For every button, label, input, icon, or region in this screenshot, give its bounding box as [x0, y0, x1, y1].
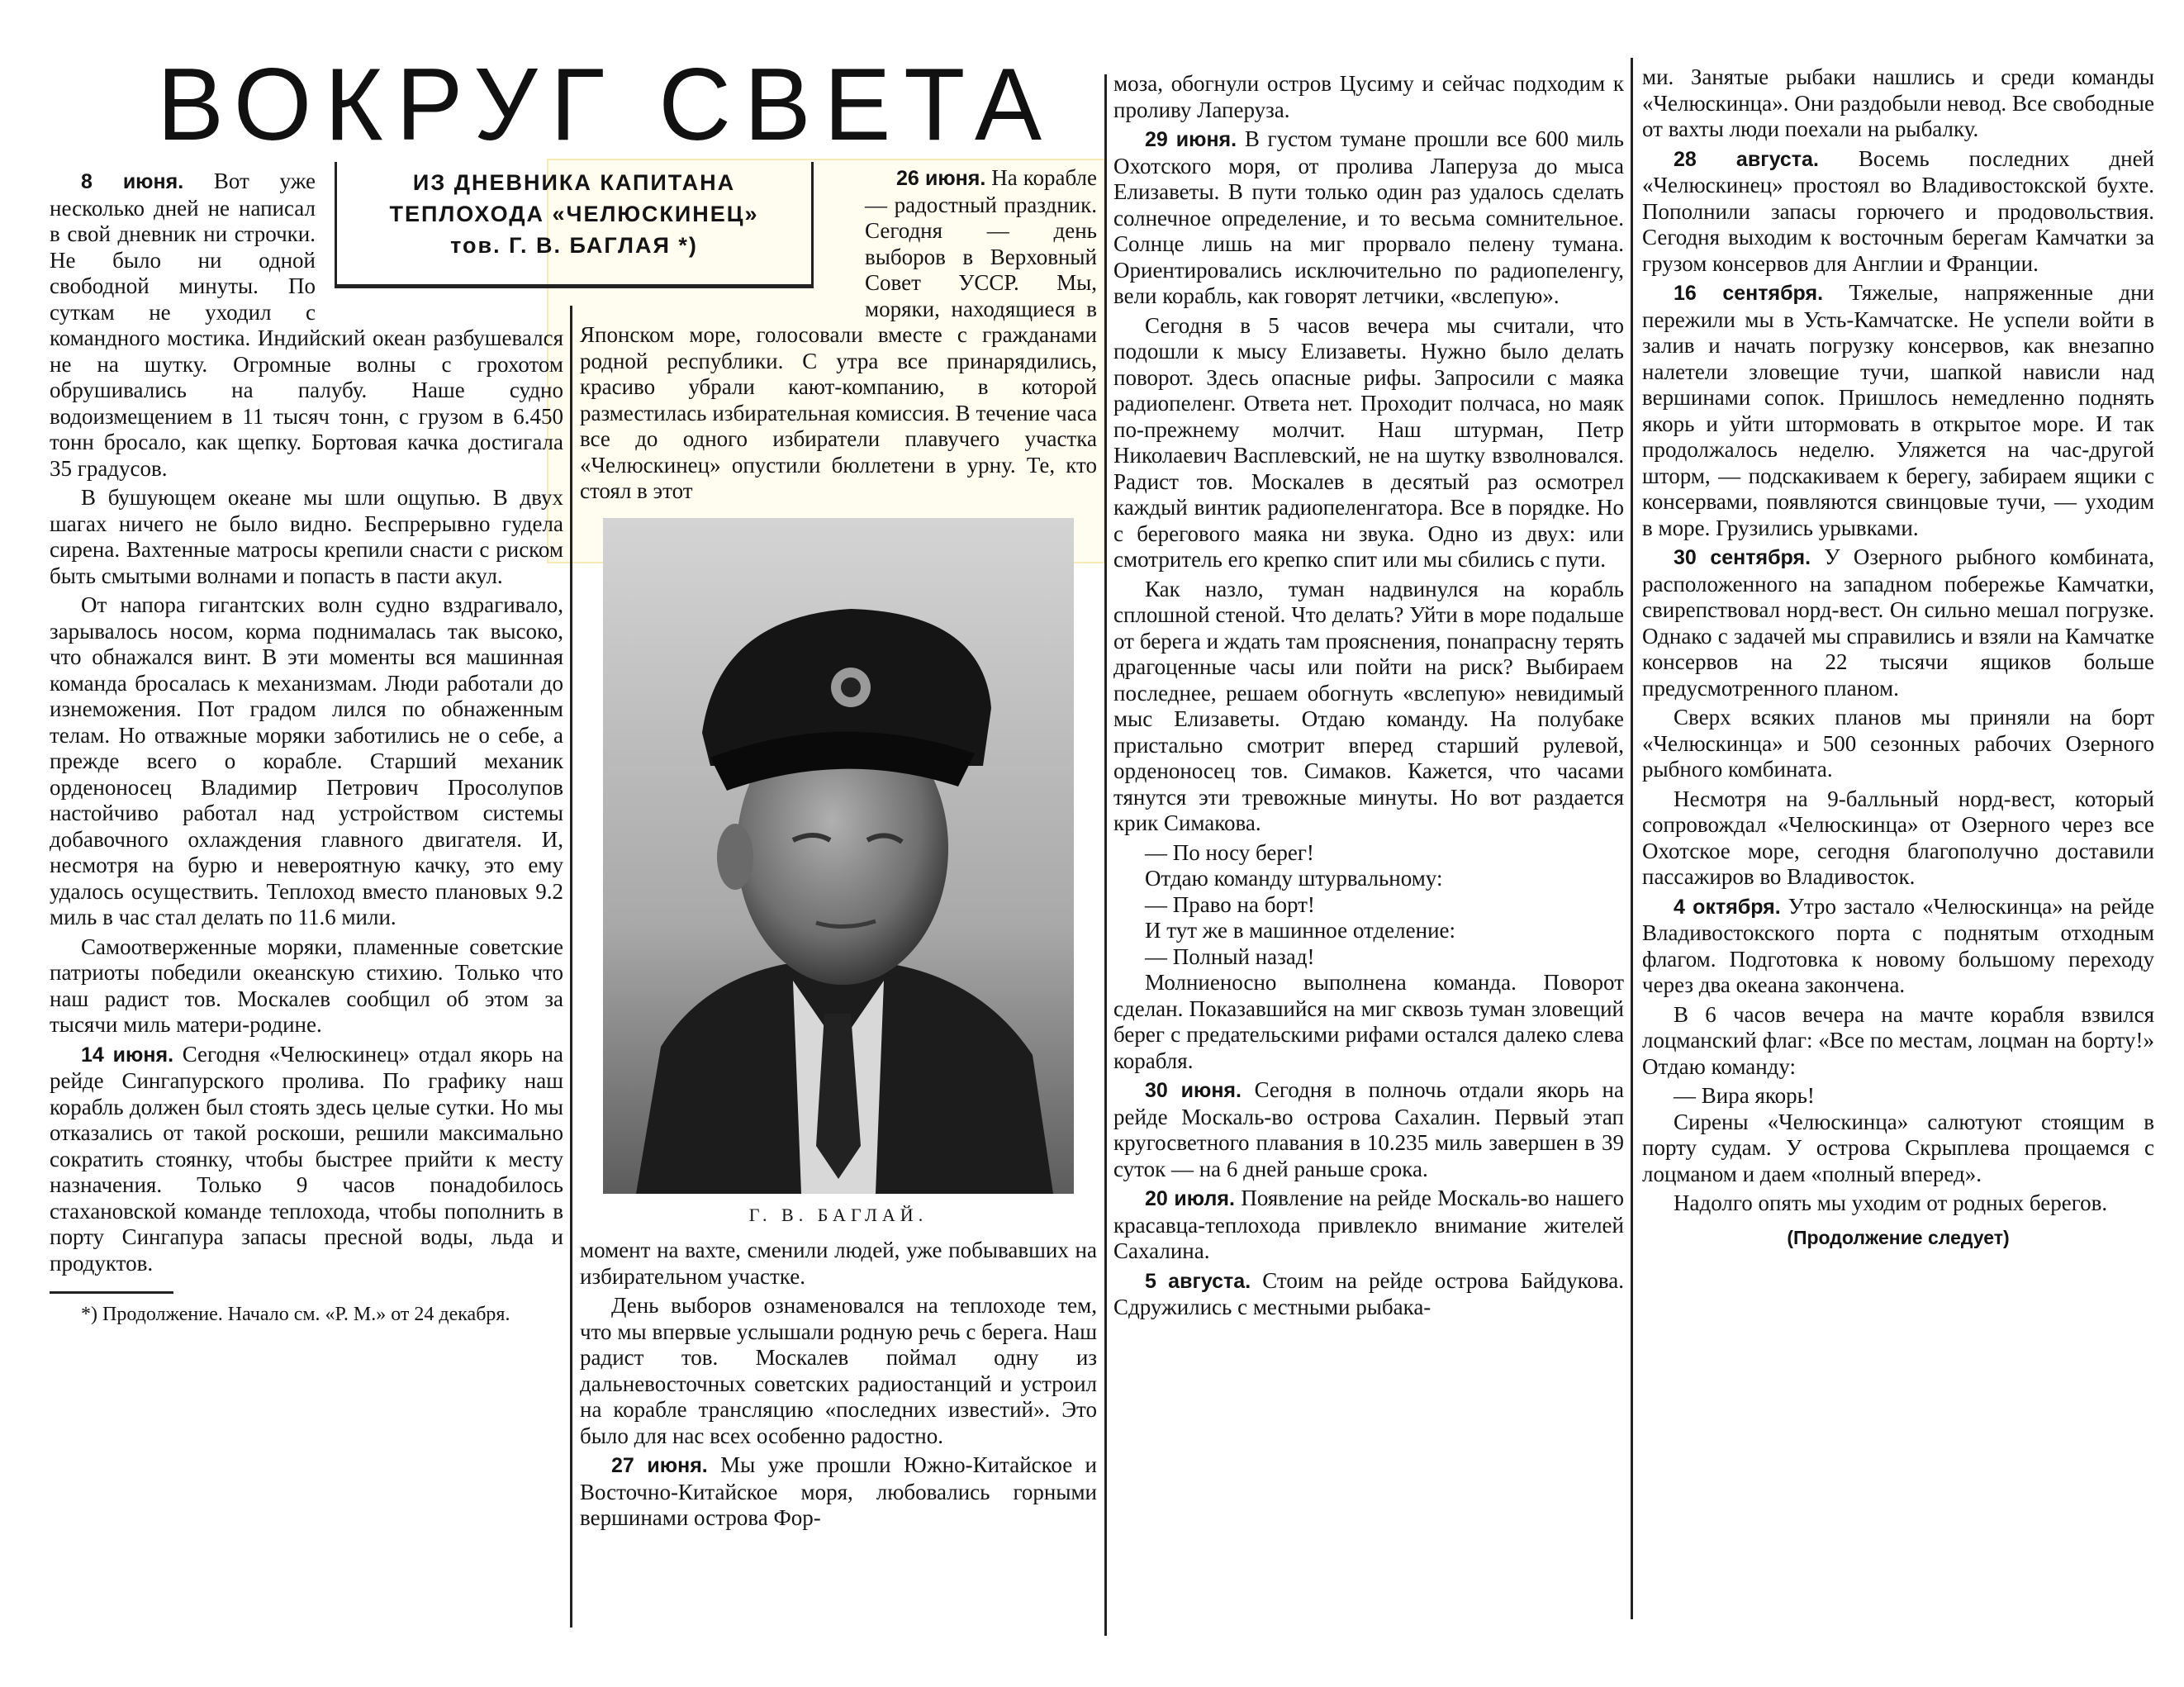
diary-paragraph: [1642, 1002, 2154, 1081]
diary-paragraph: [1642, 894, 2154, 999]
footnote-rule: [50, 1291, 173, 1294]
entry-date: 20 июля.: [1145, 1187, 1235, 1210]
entry-date: 5 августа.: [1145, 1269, 1251, 1293]
page-title: ВОКРУГ СВЕТА: [157, 48, 1055, 162]
column-2-body: [580, 1238, 1097, 1532]
column-4-body: [1642, 64, 2154, 1217]
column-divider: [1631, 58, 1633, 1619]
entry-date: 28 августа.: [1674, 147, 1819, 171]
entry-text: В бушующем океане мы шли ощупью. В двух шагах ничего не было видно. Беспрерывно гудела сирена. Вахтенные матросы крепили снасти с риском быть смытыми волнами и попасть в пасти акул.: [50, 485, 563, 588]
diary-paragraph: [1642, 705, 2154, 783]
entry-text: Молниеносно выполнена команда. Поворот сделан. Показавшийся на миг сквозь туман зловещий берег с предательскими рифами остался далеко слева корабля.: [1113, 970, 1624, 1073]
diary-paragraph: [1642, 64, 2154, 143]
diary-paragraph: [580, 1452, 1097, 1532]
diary-paragraph: [1642, 146, 2154, 278]
header-line-2: ТЕПЛОХОДА «ЧЕЛЮСКИНЕЦ»: [389, 202, 759, 226]
column-2: [580, 165, 1097, 1535]
entry-text: Самоотверженные моряки, пламенные советские патриоты победили океанскую стихию. Только что наш радист тов. Москалев сообщил об этом за тысячи миль матери-родине.: [50, 934, 563, 1037]
diary-paragraph: [50, 485, 563, 589]
diary-paragraph: [1642, 1190, 2154, 1217]
diary-paragraph: [1113, 1077, 1624, 1182]
entry-date: 26 июня.: [896, 167, 986, 190]
diary-paragraph: [1642, 280, 2154, 541]
captain-portrait-photo: [603, 518, 1074, 1194]
diary-paragraph: [1113, 892, 1624, 919]
entry-text: Тяжелые, напряженные дни пережили мы в Усть-Камчатске. Не успели войти в залив и начать погрузку консервов, как внезапно налетели зловещие тучи, шапкой нависли над вершинами сопок. Пришлось немедленно поднять якорь и уйти штормовать в открытое море. И так продолжалось неделю. Уляжется на час-другой шторм, — подскакиваем к берегу, забираем ящики с консервами, появляются свинцовые тучи, — уходим в море. Грузились урывками.: [1642, 280, 2154, 540]
entry-text: И тут же в машинное отделение:: [1145, 918, 1456, 943]
diary-paragraph: [1113, 577, 1624, 837]
header-line-1: ИЗ ДНЕВНИКА КАПИТАНА: [412, 170, 736, 195]
entry-date: 27 июня.: [611, 1454, 708, 1477]
entry-text: Сегодня в полночь отдали якорь на рейде Москаль-во острова Сахалин. Первый этап кругосветного плавания в 10.235 миль завершен в 39 суток — на 6 дней раньше срока.: [1113, 1077, 1624, 1181]
entry-text: момент на вахте, сменили людей, уже побывавших на избирательном участке.: [580, 1238, 1097, 1289]
diary-paragraph: [1113, 1186, 1624, 1265]
to-be-continued: (Продолжение следует): [1787, 1226, 2010, 1248]
entry-text: — По носу берег!: [1145, 839, 1314, 865]
entry-text: Стоим на рейде острова Байдукова. Сдружились с местными рыбака-: [1113, 1267, 1625, 1319]
diary-paragraph: [1113, 840, 1624, 867]
diary-paragraph: [1113, 944, 1624, 971]
diary-paragraph: [1113, 71, 1624, 123]
diary-paragraph: [1113, 313, 1624, 573]
entry-text: — Право на борт!: [1145, 891, 1315, 917]
entry-text: Отдаю команду штурвальному:: [1145, 866, 1443, 891]
diary-paragraph: [50, 592, 563, 931]
entry-text: Сегодня «Челюскинец» отдал якорь на рейде Сингапурского пролива. По графику наш корабль должен был стоять здесь целые сутки. Но мы отказались от такой роскоши, решили максимально сократить стоянку, чтобы быстрее прийти к месту назначения. Только 9 часов понадобилось стахановской команде теплохода, чтобы пополнить в порту Сингапура запасы пресной воды, льда и продуктов.: [50, 1041, 564, 1276]
entry-text: Сверх всяких планов мы приняли на борт «Челюскинца» и 500 сезонных рабочих Озерного рыбного комбината.: [1642, 705, 2154, 782]
entry-text: Восемь последних дней «Челюскинец» простоял во Владивостокской бухте. Пополнили запасы горючего и продовольствия. Сегодня выходим к восточным берегам Камчатки за грузом консервов для Англии и Франции.: [1642, 145, 2154, 276]
column-divider: [570, 306, 572, 1628]
diary-paragraph: [1642, 544, 2154, 701]
entry-date: 30 сентября.: [1674, 546, 1811, 569]
column-1: [50, 169, 563, 1327]
entry-date: 4 октября.: [1674, 895, 1781, 919]
entry-text: Сегодня в 5 часов вечера мы считали, что подошли к мысу Елизаветы. Нужно было делать поворот. Здесь опасные рифы. Запросили с маяка радиопеленг. Ответа нет. Проходит полчаса, но маяк по-прежнему молчит. Наш штурман, Петр Николаевич Васплевский, не на шутку взволновался. Радист тов. Москалев в десятый раз осмотрел каждый винтик радиопеленгатора. Все в порядке. Но с берегового маяка ни звука. Одно из двух: или смотритель его крепко спит или мы сбились с пути.: [1113, 312, 1624, 572]
diary-paragraph: [1642, 1083, 2154, 1110]
column-1-body: [50, 169, 563, 1276]
entry-date: 30 июня.: [1145, 1079, 1242, 1102]
diary-paragraph: [1113, 918, 1624, 944]
column-3: [1113, 71, 1624, 1324]
entry-text: — Вира якорь!: [1674, 1083, 1815, 1108]
diary-paragraph: [1642, 786, 2154, 891]
photo-caption: Г. В. БАГЛАЙ.: [748, 1204, 928, 1225]
entry-date: 14 июня.: [81, 1043, 174, 1067]
diary-paragraph: [50, 934, 563, 1038]
entry-text: Как назло, туман надвинулся на корабль сплошной стеной. Что делать? Уйти в море подальше от берега и ждать там прояснения, понапрасну терять драгоценные часы или пойти на риск? Выбираем последнее, решаем обогнуть «вслепую» невидимый мыс Елизаветы. Отдаю команду. На полубаке пристально смотрит вперед старший рулевой, орденоносец тов. Симаков. Кажется, что часами тянутся эти тревожные минуты. Но вот раздается крик Симакова.: [1113, 576, 1624, 835]
header-line-3: тов. Г. В. БАГЛАЯ *): [450, 233, 698, 258]
diary-paragraph: [1113, 866, 1624, 892]
entry-text: Вот уже несколько дней не написал в свой дневник ни строчки. Не было ни одной свободной минуты. По суткам не уходил с командного мостика. Индийский океан разбушевался не на шутку. Огромные волны с грохотом обрушивались на палубу. Наше судно водоизмещением в 11 тысяч тонн, с грузом в 6.450 тонн бросало, как щепку. Бортовая качка достигала 35 градусов.: [50, 169, 563, 481]
diary-paragraph: [580, 1238, 1097, 1290]
entry-text: Сирены «Челюскинца» салютуют стоящим в порту судам. У острова Скрыплева прощаемся с лоцманом и даем «полный вперед».: [1642, 1109, 2154, 1186]
entry-text: Несмотря на 9-балльный норд-вест, который сопровождал «Челюскинца» от Озерного через все Охотское море, сегодня благополучно доставили пассажиров во Владивосток.: [1642, 786, 2154, 889]
header-box-spacer: [316, 169, 563, 311]
column-divider: [1104, 74, 1107, 1636]
entry-date: 16 сентября.: [1674, 282, 1824, 305]
entry-text: У Озерного рыбного комбината, расположенного на западном побережье Камчатки, свирепствовал норд-вест. Он сильно мешал погрузке. Однако с задачей мы справились и взяли на Камчатке консервов на 22 тысячи ящиков больше предусмотренного планом.: [1642, 544, 2154, 701]
diary-paragraph: [1113, 970, 1624, 1074]
column-3-body: [1113, 71, 1624, 1321]
entry-text: От напора гигантских волн судно вздрагивало, зарывалось носом, корма поднималась так высоко, что обнажался винт. В эти моменты вся машинная команда бросалась к механизмам. Люди работали до изнеможения. Пот градом лился по обнаженным телам. Но отважные моряки заботились не о себе, а прежде всего о корабле. Старший механик орденоносец Владимир Петрович Просолупов настойчиво работал над устройством системы добавочного охлаждения главного двигателя. И, несмотря на бурю и невероятную качку, это ему удалось осуществить. Теплоход вместо плановых 9.2 миль в час стал делать по 11.6 мили.: [50, 592, 563, 929]
diary-paragraph: [1642, 1110, 2154, 1188]
entry-text: На корабле — радостный праздник. Сегодня — день выборов в Верховный Совет УССР. Мы, моряки, находящиеся в Японском море, голосовали вместе с гражданами родной республики. С утра все принарядились, красиво убрали кают-компанию, в которой разместилась избирательная комиссия. В течение часа все до одного избиратели плавучего участка «Челюскинец» опустили бюллетени в урну. Те, кто стоял в этот: [580, 165, 1097, 503]
diary-paragraph: [1113, 126, 1624, 310]
entry-text: ми. Занятые рыбаки нашлись и среди команды «Челюскинца». Они раздобыли невод. Все свободные от вахты люди поехали на рыбалку.: [1642, 64, 2154, 141]
entry-text: Надолго опять мы уходим от родных берегов.: [1674, 1190, 2108, 1215]
entry-text: В 6 часов вечера на мачте корабля взвился лоцманский флаг: «Все по местам, лоцман на борту!» Отдаю команду:: [1642, 1001, 2154, 1079]
diary-paragraph: [580, 1293, 1097, 1449]
entry-date: 8 июня.: [81, 170, 184, 193]
diary-paragraph: [1113, 1268, 1624, 1321]
header-box-spacer: [580, 165, 865, 304]
entry-text: моза, обогнули остров Цусиму и сейчас подходим к проливу Лаперуза.: [1113, 71, 1624, 122]
entry-text: В густом тумане прошли все 600 миль Охотского моря, от пролива Лаперуза до мыса Елизаветы. В пути только один раз удалось сделать солнечное определение, и то весьма сомнительное. Солнце лишь на миг прорвало пелену тумана. Ориентировались исключительно по радиопеленгу, вели корабль, как говорят летчики, «вслепую».: [1113, 126, 1624, 308]
column-4: [1642, 64, 2154, 1251]
diary-paragraph: [50, 1042, 563, 1277]
entry-text: День выборов ознаменовался на теплоходе тем, что мы впервые услышали родную речь с берега. Наш радист тов. Москалев поймал одну из дальневосточных советских радиостанций и устроил на корабле трансляцию «последних известий». Это было для нас всех особенно радостно.: [580, 1293, 1097, 1448]
entry-text: Утро застало «Челюскинца» на рейде Владивостокского порта с поднятым отходным флагом. Подготовка к новому большому переходу через два океана закончена.: [1642, 893, 2154, 997]
entry-date: 29 июня.: [1145, 128, 1237, 151]
footnote: *) Продолжение. Начало см. «Р. М.» от 24 декабря.: [81, 1304, 510, 1325]
entry-text: — Полный назад!: [1145, 943, 1315, 969]
entry-text: Появление на рейде Москаль-во нашего красавца-теплохода привлекло внимание жителей Сахалина.: [1113, 1186, 1625, 1263]
entry-text: Мы уже прошли Южно-Китайское и Восточно-Китайское моря, любовались горными вершинами острова Фор-: [580, 1452, 1098, 1530]
